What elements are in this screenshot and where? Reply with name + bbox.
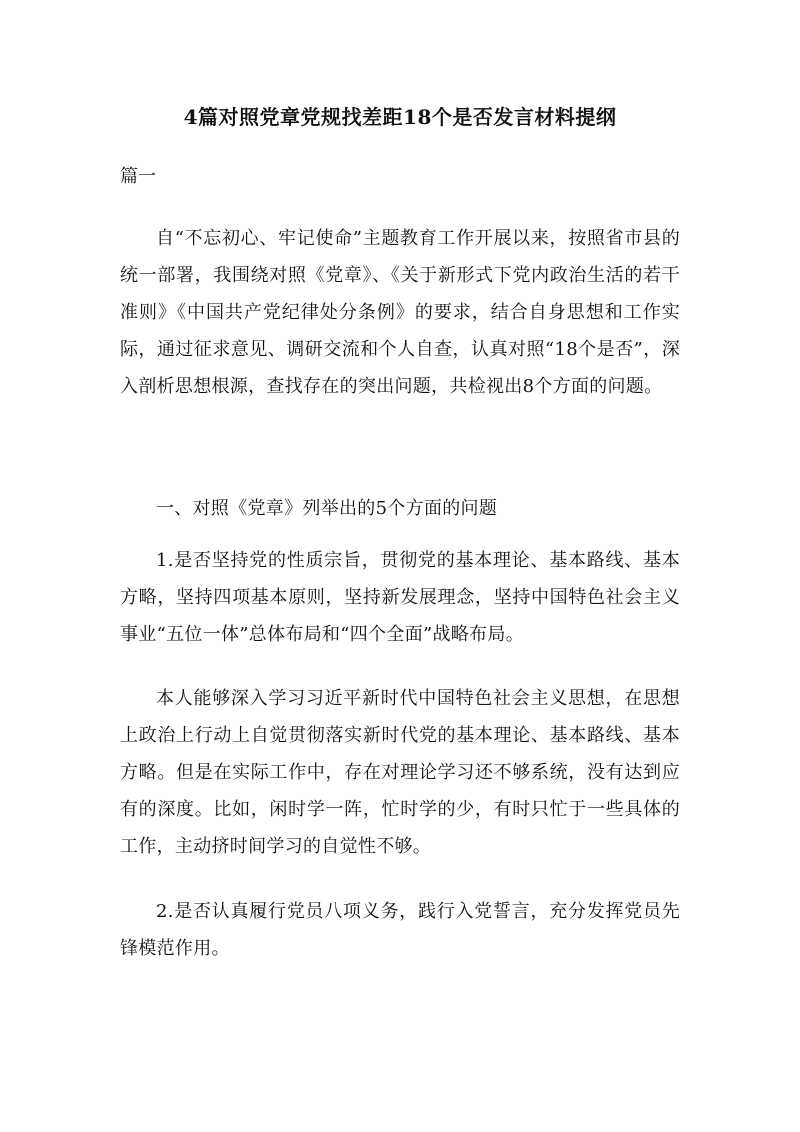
section-label: 篇一 xyxy=(120,166,156,187)
paragraph-item-1: 1.是否坚持党的性质宗旨，贯彻党的基本理论、基本路线、基本方略，坚持四项基本原则，坚持新发展理念，坚持中国特色社会主义事业“五位一体”总体布局和“四个全面”战略布局。 xyxy=(120,550,680,645)
paragraph-section-heading: 一、对照《党章》列举出的5个方面的问题 xyxy=(156,498,498,519)
paragraph-intro: 自“不忘初心、牢记使命”主题教育工作开展以来，按照省市县的统一部署，我围绕对照《党章》、《关于新形式下党内政治生活的若干准则》《中国共产党纪律处分条例》的要求，结合自身思想和工作实际，通过征求意见、调研交流和个人自查，认真对照“18个是否”，深入剖析思想根源，查找存在的突出问题，共检视出8个方面的问题。 xyxy=(120,228,680,397)
paragraph-item-1-response: 本人能够深入学习习近平新时代中国特色社会主义思想，在思想上政治上行动上自觉贯彻落实新时代党的基本理论、基本路线、基本方略。但是在实际工作中，存在对理论学习还不够系统，没有达到应有的深度。比如，闲时学一阵，忙时学的少，有时只忙于一些具体的工作，主动挤时间学习的自觉性不够。 xyxy=(120,688,680,857)
paragraph-item-2: 2.是否认真履行党员八项义务，践行入党誓言，充分发挥党员先锋模范作用。 xyxy=(120,901,680,959)
document-title: 4篇对照党章党规找差距18个是否发言材料提纲 xyxy=(183,105,617,129)
